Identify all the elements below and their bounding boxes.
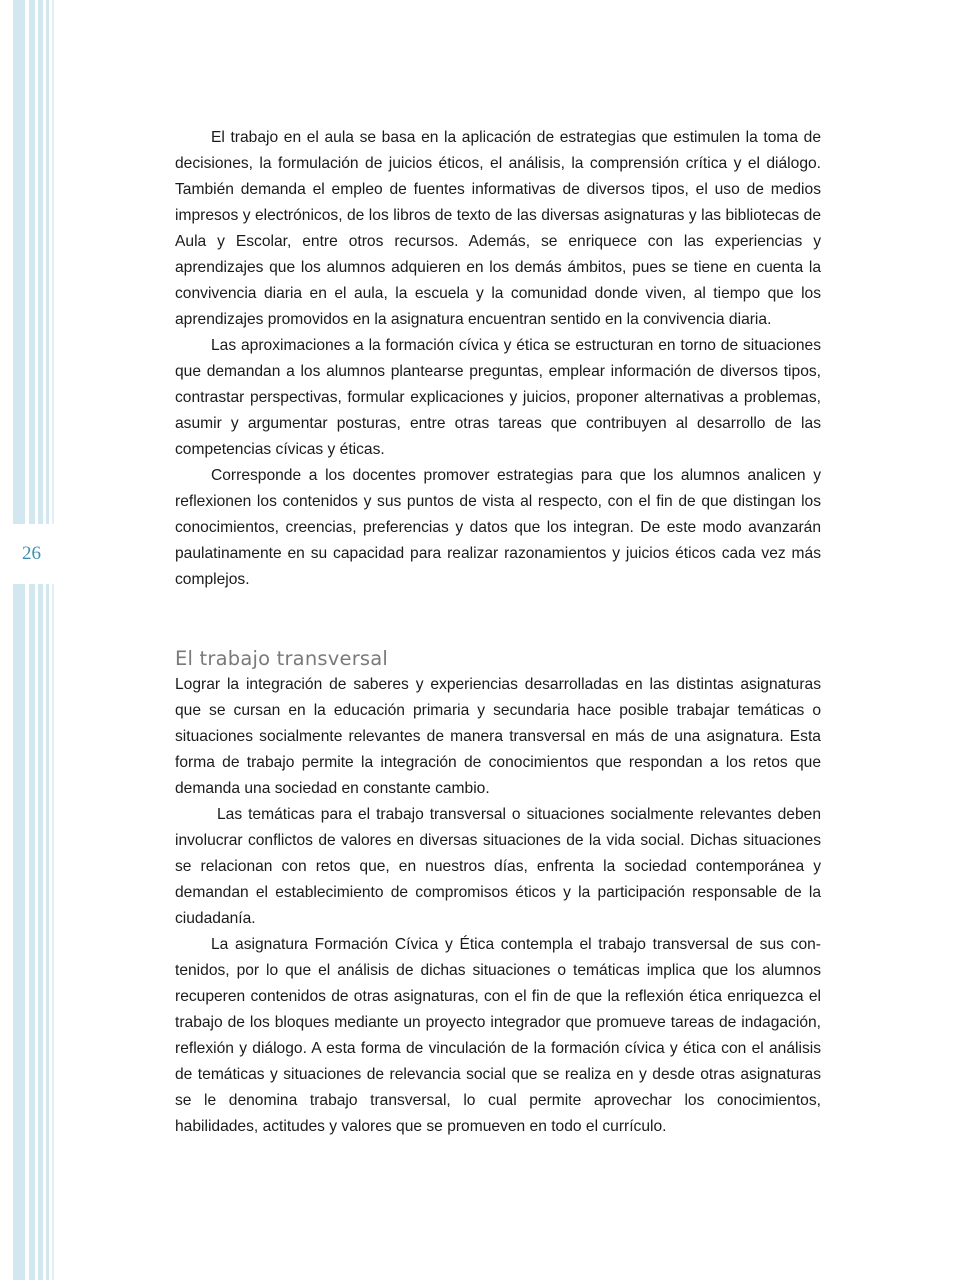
body-paragraph: Corresponde a los docentes promover estrategias para que los alumnos analicen y reflexionen los contenidos y sus puntos de vista al respecto, con el fin de que distingan los conocimientos, creencias, preferencias y datos que los integran. De este modo avanzarán paulatinamente en su capacidad para realizar razonamientos y juicios éticos cada vez más complejos. (175, 467, 821, 588)
stripe (29, 584, 35, 1280)
body-paragraph: El trabajo en el aula se basa en la aplicación de estrategias que estimulen la toma de decisiones, la formulación de juicios éticos, el análisis, la comprensión crítica y el diálogo. También demanda el empleo de fuentes informativas de diversos tipos, el uso de medios impresos y electrónicos, de los libros de texto de las diversas asignaturas y las bibliotecas de Aula y Escolar, entre otros recursos. Además, se enriquece con las experiencias y aprendizajes que los alumnos adquieren en los demás ámbitos, pues se tiene en cuenta la convivencia diaria en el aula, la escuela y la comunidad donde viven, al tiempo que los aprendizajes promovidos en la asignatura encuentran sentido en la convivencia diaria. (175, 129, 821, 328)
stripe (46, 0, 49, 524)
margin-stripes-top (0, 0, 60, 524)
body-paragraph: Lograr la integración de saberes y experiencias desarrolladas en las distintas asignaturas que se cursan en la educación primaria y secundaria hace posible trabajar temáticas o situaciones socialmente relevantes de manera transversal en más de una asignatura. Esta forma de trabajo permite la integración de conocimientos que respondan a los retos que demanda una sociedad en constante cambio. (175, 676, 821, 797)
stripe (52, 584, 54, 1280)
margin-stripes-bottom (0, 584, 60, 1280)
stripe (13, 0, 25, 524)
body-paragraph: Las temáticas para el trabajo transversal o situaciones socialmente relevantes deben involucrar conflictos de valores en diversas situaciones de la vida social. Dichas situaciones se relacionan con retos que, en nuestros días, enfrenta la sociedad contemporánea y demandan el establecimiento de compromisos éticos y la participación responsable de la ciudadanía. (175, 806, 821, 927)
margin-stripes (0, 0, 60, 1280)
page-body (175, 125, 821, 1140)
stripe (13, 584, 25, 1280)
stripe (52, 0, 54, 524)
body-paragraph: Las aproximaciones a la formación cívica y ética se estructuran en torno de situaciones que demandan a los alumnos plantearse preguntas, emplear información de diversos tipos, contrastar perspectivas, formular explicaciones y juicios, proponer alternativas a problemas, asumir y argumentar posturas, entre otras tareas que contribuyen al desarrollo de las competencias cívicas y éticas. (175, 337, 821, 458)
stripe (38, 0, 43, 524)
stripe (29, 0, 35, 524)
stripe (38, 584, 43, 1280)
stripe (46, 584, 49, 1280)
page-number: 26 (22, 543, 41, 564)
section-title: El trabajo transversal (175, 647, 389, 670)
body-paragraph: La asignatura Formación Cívica y Ética contempla el trabajo transversal de sus contenidos, por lo que el análisis de dichas situaciones o temáticas implica que los alumnos recuperen contenidos de otras asignaturas, con el fin de que la reflexión ética enriquezca el trabajo de los bloques mediante un proyecto integrador que promueve tareas de indagación, reflexión y diálogo. A esta forma de vinculación de la formación cívica y ética con el análisis de temáticas y situaciones de relevancia social que se realiza en y desde otras asignaturas se le denomina trabajo transversal, lo cual permite aprovechar los conocimientos, habilidades, actitudes y valores que se promueven en todo el currículo. (175, 936, 821, 1135)
